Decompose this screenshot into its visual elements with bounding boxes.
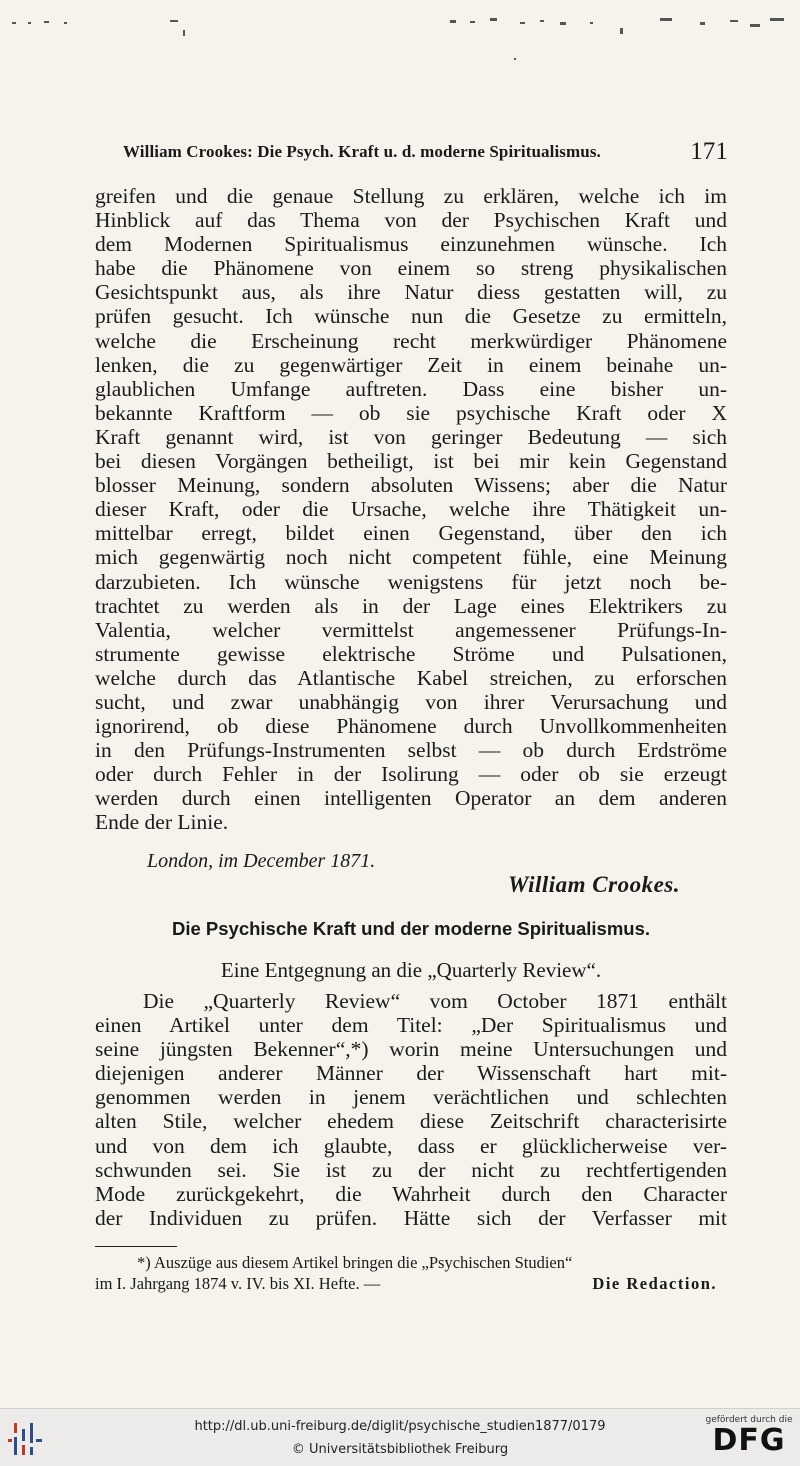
text-line: genommen werden in jenem verächtlichen und schlechten	[95, 1085, 727, 1110]
author-signature: William Crookes.	[508, 872, 680, 897]
text-line: Ende der Linie.	[95, 810, 229, 835]
text-line: oder durch Fehler in der Isolirung — oder ob sie erzeugt	[95, 762, 727, 787]
running-head	[123, 138, 728, 165]
dateline: London, im December 1871.	[147, 850, 376, 872]
text-line: mittelbar erregt, bildet einen Gegenstand, über den ich	[95, 521, 727, 546]
page-number: 171	[690, 138, 728, 165]
section-subtitle: Eine Entgegnung an die „Quarterly Review“.	[220, 958, 602, 982]
text-line: lenken, die zu gegenwärtiger Zeit in einem beinahe un-	[95, 352, 727, 377]
text-line: strumente gewisse elektrische Ströme und Pulsationen,	[95, 641, 727, 666]
text-line: mich gegenwärtig noch nicht competent fühle, eine Meinung	[95, 545, 727, 570]
footnote-redaction: Die Redaction.	[592, 1274, 717, 1293]
text-line: alten Stile, welcher ehedem diese Zeitschrift characterisirte	[95, 1109, 727, 1134]
scan-specks	[0, 0, 800, 80]
text-line: ignorirend, ob diese Phänomene durch Unvollkommenheiten	[95, 714, 727, 739]
text-line: der Individuen zu prüfen. Hätte sich der Verfasser mit	[95, 1205, 727, 1230]
text-line: bekannte Kraftform — ob sie psychische Kraft oder X	[95, 400, 727, 425]
text-line: habe die Phänomene von einem so streng physikalischen	[95, 256, 727, 281]
footnote-line: *) Auszüge aus diesem Artikel bringen die „Psychischen Studien“	[137, 1253, 573, 1272]
copyright-notice: © Universitätsbibliothek Freiburg	[291, 1442, 509, 1457]
body-text-part1	[95, 184, 727, 835]
text-line: bei diesen Vorgängen betheiligt, ist bei mir kein Gegenstand	[95, 449, 727, 474]
text-line: in den Prüfungs-Instrumenten selbst — ob durch Erdströme	[95, 738, 727, 763]
text-line: sucht, und zwar unabhängig von ihrer Verursachung und	[95, 689, 727, 714]
section-title: Die Psychische Kraft und der moderne Spiritualismus.	[171, 918, 651, 939]
text-line: seine jüngsten Bekenner“,*) worin meine Untersuchungen und	[95, 1037, 727, 1062]
text-line: Gesichtspunkt aus, als ihre Natur diess gestatten will, zu	[95, 280, 727, 305]
text-line: Mode zurückgekehrt, die Wahrheit durch den Character	[95, 1181, 727, 1206]
text-line: werden durch einen intelligenten Operator an dem anderen	[95, 786, 727, 811]
footnote-line: im I. Jahrgang 1874 v. IV. bis XI. Hefte. —	[95, 1274, 381, 1293]
text-line: greifen und die genaue Stellung zu erklären, welche ich im	[95, 184, 727, 208]
text-line: blosser Meinung, sondern absoluten Wissens; aber die Natur	[95, 473, 727, 498]
dfg-logo-icon[interactable]	[704, 1415, 794, 1457]
running-title: William Crookes: Die Psych. Kraft u. d. moderne Spiritualismus.	[123, 142, 601, 161]
text-line: darzubieten. Ich wünsche wenigstens für jetzt noch be-	[95, 569, 727, 594]
funder-logo: DFG	[712, 1423, 786, 1458]
text-line: welche die Erscheinung recht merkwürdiger Phänomene	[95, 328, 727, 353]
text-line: prüfen gesucht. Ich wünsche nun die Gesetze zu ermitteln,	[95, 304, 727, 329]
text-line: trachtet zu werden als in der Lage eines Elektrikers zu	[95, 593, 727, 618]
text-line: Valentia, welcher vermittelst angemessener Prüfungs-In-	[95, 617, 727, 642]
funder-caption: gefördert durch die	[705, 1415, 793, 1425]
text-line: einen Artikel unter dem Titel: „Der Spiritualismus und	[95, 1013, 727, 1038]
footnote	[95, 1252, 727, 1294]
text-line: welche durch das Atlantische Kabel streichen, zu erforschen	[95, 665, 727, 690]
text-line: Kraft genannt wird, ist von geringer Bedeutung — sich	[95, 424, 727, 449]
text-line: dieser Kraft, oder die Ursache, welche ihre Thätigkeit un-	[95, 497, 727, 522]
footnote-rule	[95, 1246, 177, 1247]
text-line: und von dem ich glaubte, dass er glücklicherweise ver-	[95, 1133, 727, 1158]
text-line: dem Modernen Spiritualismus einzunehmen wünsche. Ich	[95, 232, 727, 257]
text-line: Die „Quarterly Review“ vom October 1871 enthält	[143, 989, 727, 1013]
body-text-part2	[95, 989, 727, 1230]
text-line: schwunden sei. Sie ist zu der nicht zu rechtfertigenden	[95, 1157, 727, 1182]
text-line: Hinblick auf das Thema von der Psychischen Kraft und	[95, 208, 727, 233]
text-line: glaublichen Umfange auftreten. Dass eine bisher un-	[95, 376, 727, 401]
viewer-footer	[0, 1408, 800, 1466]
text-line: diejenigen anderer Männer der Wissenschaft hart mit-	[95, 1061, 727, 1086]
permalink-url[interactable]: http://dl.ub.uni-freiburg.de/diglit/psychische_studien1877/0179	[194, 1419, 606, 1434]
